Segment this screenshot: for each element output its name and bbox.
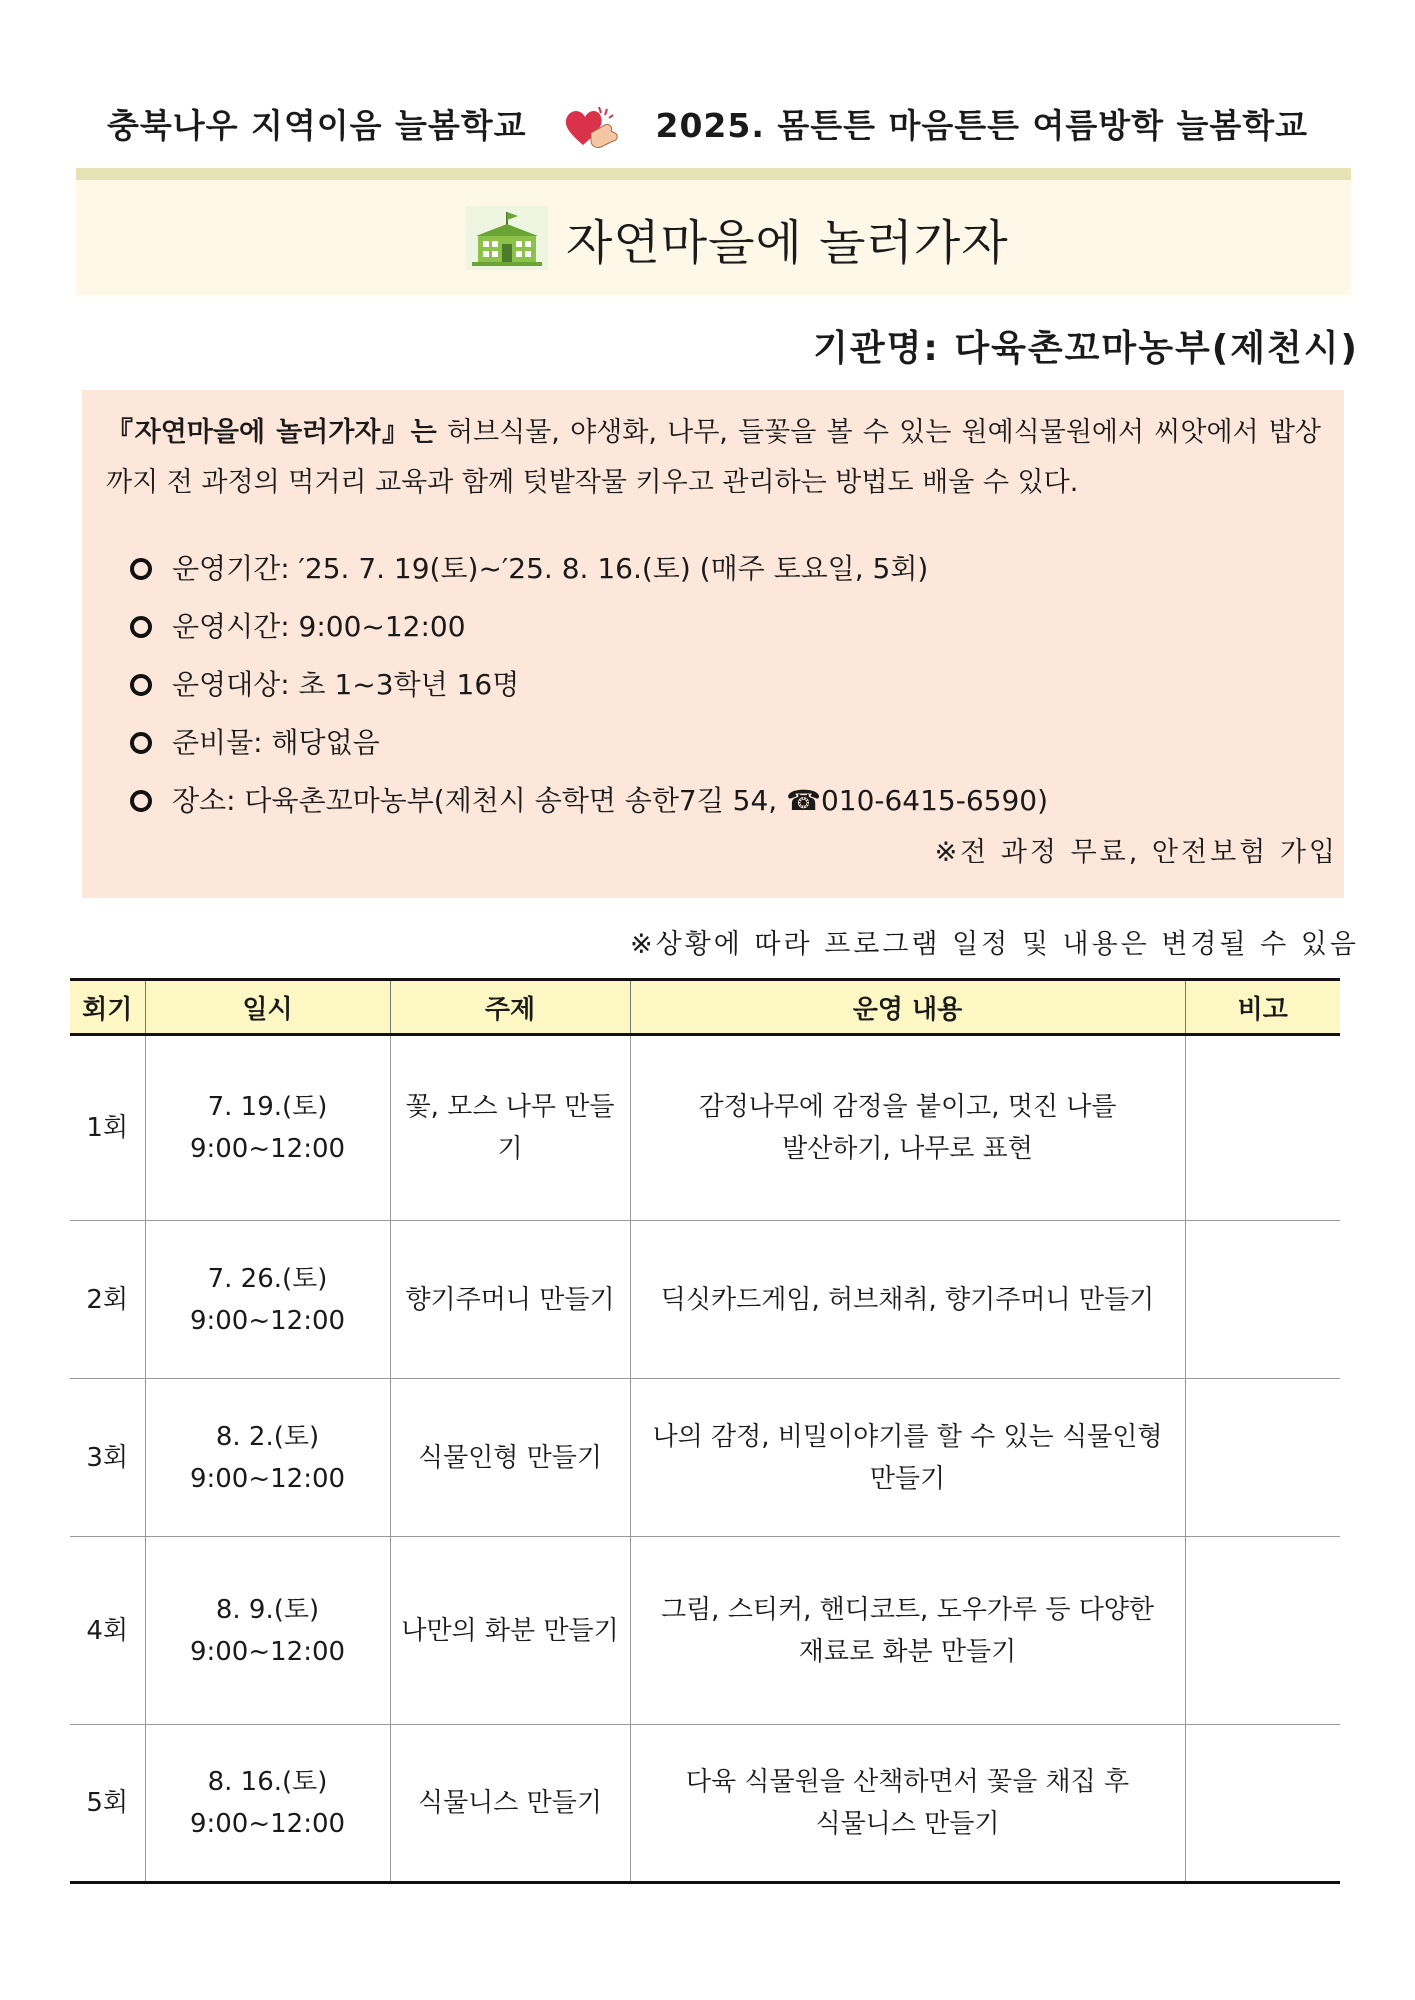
cell-note: [1185, 1379, 1340, 1537]
ring-bullet-icon: [130, 616, 152, 638]
cell-datetime: 8. 2.(토) 9:00~12:00: [145, 1379, 390, 1537]
header-note: 비고: [1185, 980, 1340, 1035]
header-topic: 주제: [390, 980, 630, 1035]
cell-note: [1185, 1725, 1340, 1883]
list-item: 장소: 다육촌꼬마농부(제천시 송학면 송한7길 54, ☎010-6415-6590): [126, 772, 1048, 830]
header-date: 일시: [145, 980, 390, 1035]
header-left: 충북나우 지역이음 늘봄학교: [106, 106, 527, 145]
intro-bold: 『자연마을에 놀러가자』는: [106, 417, 437, 448]
ring-bullet-icon: [130, 790, 152, 812]
cell-datetime: 8. 9.(토) 9:00~12:00: [145, 1537, 390, 1725]
change-notice: ※상황에 따라 프로그램 일정 및 내용은 변경될 수 있음: [629, 929, 1359, 960]
cell-topic: 식물니스 만들기: [390, 1725, 630, 1883]
school-icon: [466, 206, 548, 270]
cell-note: [1185, 1035, 1340, 1221]
cell-session: 1회: [70, 1035, 145, 1221]
cell-topic: 꽃, 모스 나무 만들기: [390, 1035, 630, 1221]
cell-datetime: 7. 26.(토) 9:00~12:00: [145, 1221, 390, 1379]
cell-session: 5회: [70, 1725, 145, 1883]
cell-content: 그림, 스티커, 핸디코트, 도우가루 등 다양한 재료로 화분 만들기: [630, 1537, 1185, 1725]
info-list: [126, 540, 1048, 830]
ring-bullet-icon: [130, 674, 152, 696]
table-row: [70, 1537, 1340, 1725]
table-row: [70, 1379, 1340, 1537]
table-header-row: [70, 980, 1340, 1035]
cell-topic: 나만의 화분 만들기: [390, 1537, 630, 1725]
cell-topic: 식물인형 만들기: [390, 1379, 630, 1537]
table-row: [70, 1221, 1340, 1379]
header-divider: [76, 168, 1351, 180]
cell-session: 4회: [70, 1537, 145, 1725]
cell-content: 나의 감정, 비밀이야기를 할 수 있는 식물인형 만들기: [630, 1379, 1185, 1537]
cell-note: [1185, 1221, 1340, 1379]
page-title: 자연마을에 놀러가자: [566, 215, 1009, 271]
header-session: 회기: [70, 980, 145, 1035]
organization-name: 기관명: 다육촌꼬마농부(제천시): [813, 328, 1359, 369]
list-item: 운영기간: ′25. 7. 19(토)~′25. 8. 16.(토) (매주 토요일, 5회): [126, 540, 1048, 598]
table-row: [70, 1725, 1340, 1883]
header-right: 2025. 몸튼튼 마음튼튼 여름방학 늘봄학교: [655, 106, 1309, 145]
list-item: 운영시간: 9:00~12:00: [126, 598, 1048, 656]
cell-content: 감정나무에 감정을 붙이고, 멋진 나를 발산하기, 나무로 표현: [630, 1035, 1185, 1221]
intro-paragraph: [106, 408, 1321, 508]
heart-hand-icon: [561, 103, 621, 153]
list-item: 준비물: 해당없음: [126, 714, 1048, 772]
ring-bullet-icon: [130, 558, 152, 580]
cell-topic: 향기주머니 만들기: [390, 1221, 630, 1379]
page-header: [0, 100, 1415, 153]
cell-datetime: 8. 16.(토) 9:00~12:00: [145, 1725, 390, 1883]
schedule-table: [70, 978, 1340, 1884]
title-box: [76, 180, 1351, 295]
cell-note: [1185, 1537, 1340, 1725]
list-item: 운영대상: 초 1~3학년 16명: [126, 656, 1048, 714]
cell-content: 다육 식물원을 산책하면서 꽃을 채집 후 식물니스 만들기: [630, 1725, 1185, 1883]
free-note: ※전 과정 무료, 안전보험 가입: [934, 837, 1338, 868]
ring-bullet-icon: [130, 732, 152, 754]
intro-text: 허브식물, 야생화, 나무, 들꽃을 볼 수 있는 원예식물원에서 씨앗에서 밥상까지 전 과정의 먹거리 교육과 함께 텃밭작물 키우고 관리하는 방법도 배울 수 있다.: [106, 417, 1321, 498]
info-box: [82, 390, 1344, 898]
cell-datetime: 7. 19.(토) 9:00~12:00: [145, 1035, 390, 1221]
cell-content: 딕싯카드게임, 허브채취, 향기주머니 만들기: [630, 1221, 1185, 1379]
header-content: 운영 내용: [630, 980, 1185, 1035]
cell-session: 2회: [70, 1221, 145, 1379]
cell-session: 3회: [70, 1379, 145, 1537]
table-row: [70, 1035, 1340, 1221]
